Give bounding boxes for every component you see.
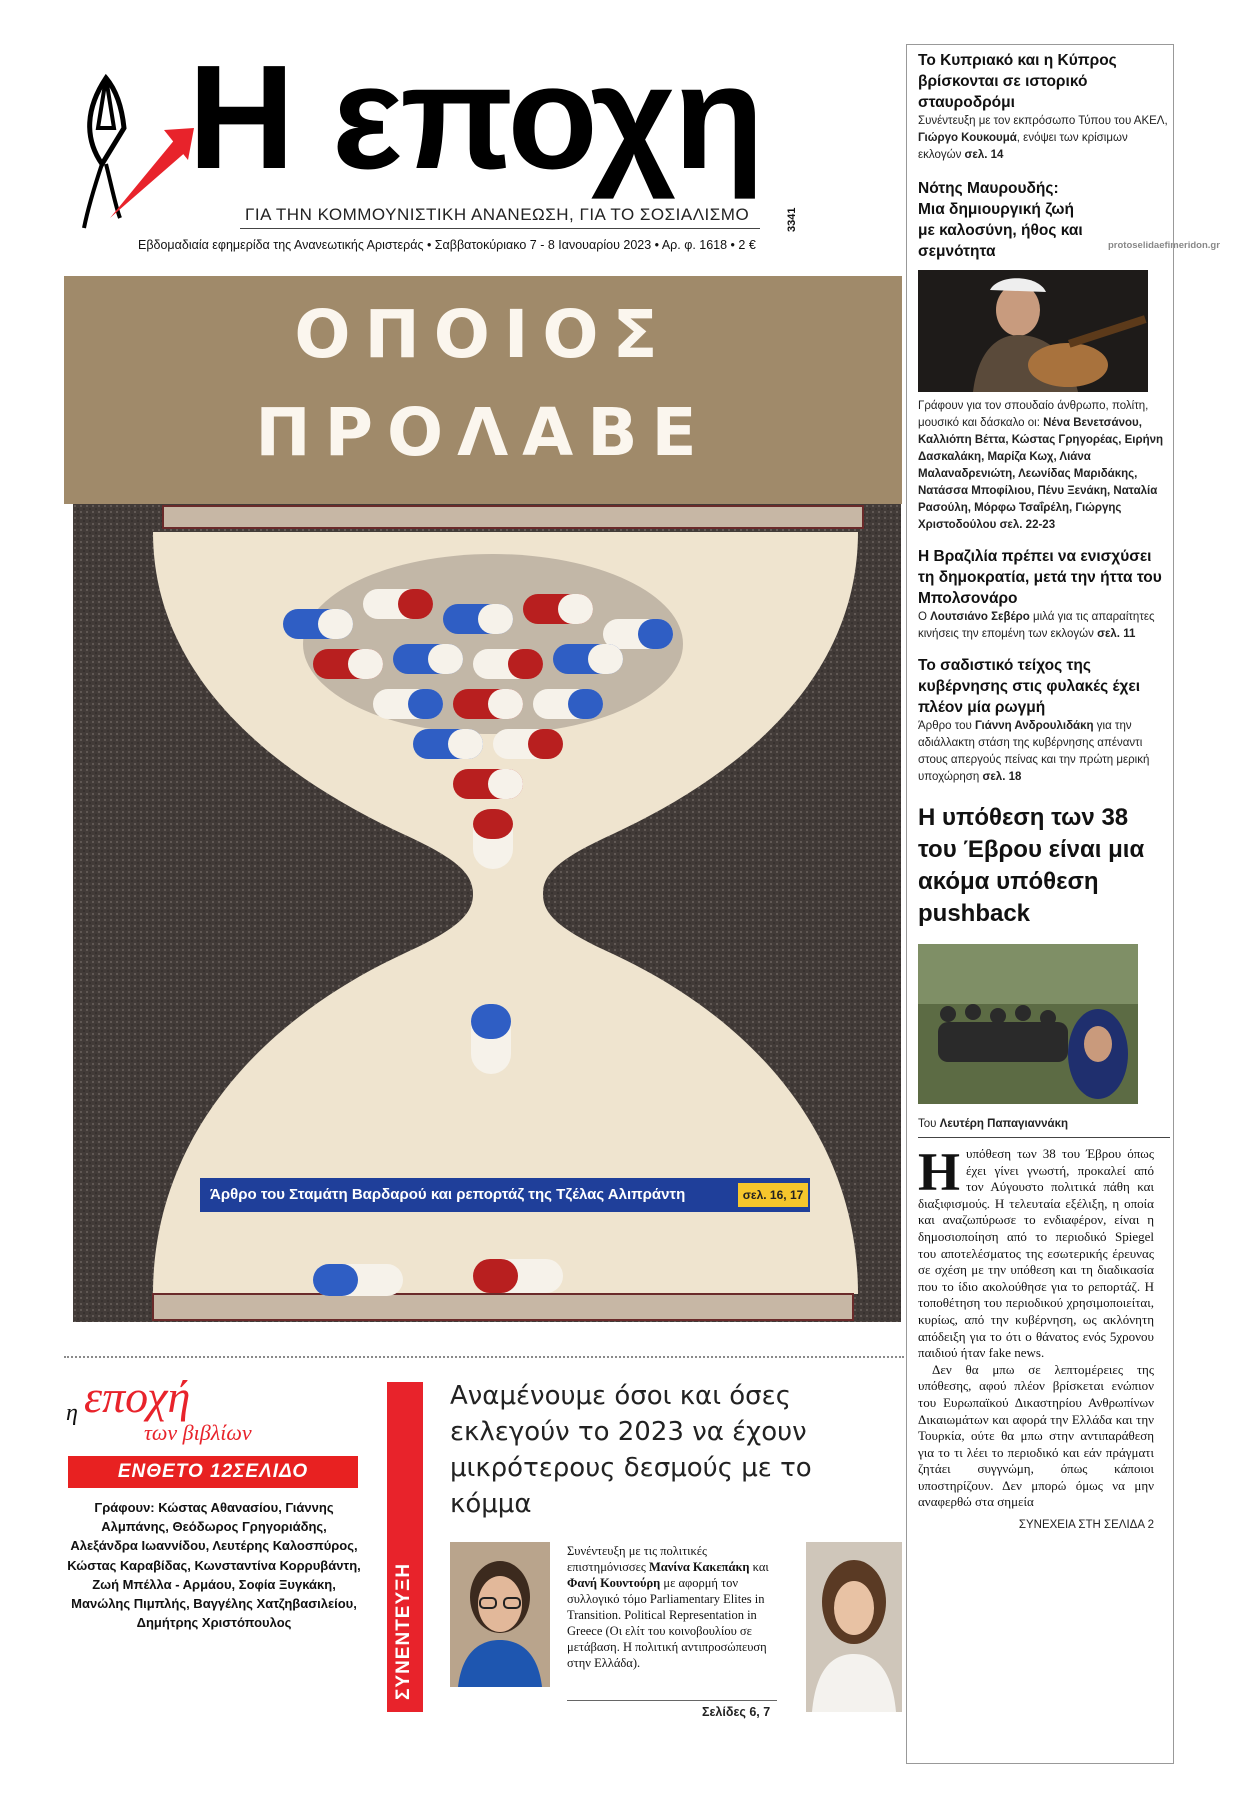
interview-divider [567,1700,777,1701]
person-name: Φανή Κουντούρη [567,1576,661,1590]
page-ref: σελ. 14 [964,149,1004,161]
body-text: Ο [918,611,931,623]
body-text: Συνέντευξη με τον εκπρόσωπο Τύπου του ΑΚΕΛ, [918,115,1168,127]
article-paragraph-2: Δεν θα μπω σε λεπτομέρειες της υπόθεσης, αφού πλέον βρίσκεται ενώπιον του Ευρωπαϊκού Δικαστηρίου Ανθρωπίνων Δικαιωμάτων και αφορά την Ελλάδα και την Τουρκία, ούτε θα μπω στην αντιπαράθεση για το τι λέει το περιοδικό και εάν πράγματι ζητάει συγγνώμη, όπως κάποιοι υποστηρίζουν. Δεν μπορώ όμως να μην αναφερθώ στα σημεία [918,1361,1154,1510]
masthead-tagline: ΓΙΑ ΤΗΝ ΚΟΜΜΟΥΝΙΣΤΙΚΗ ΑΝΑΝΕΩΣΗ, ΓΙΑ ΤΟ ΣΟΣΙΑΛΙΣΜΟ [245,205,750,224]
body-text: , ενόψει των κρίσιμων εκλογών [918,132,1128,161]
issue-code: 3341 [786,207,798,232]
books-logo-main: εποχή [84,1371,191,1422]
article-body [918,1142,1154,1511]
page-ref: σελ. 11 [1097,628,1136,640]
drop-cap: Η [918,1142,961,1202]
sidebar-item-title: Το Κυπριακό και η Κύπρος βρίσκονται σε ιστορικό σταυροδρόμι [918,52,1117,111]
authors-label: Γράφουν: [94,1500,155,1515]
story-page-ref[interactable]: σελ. 16, 17 [738,1183,808,1207]
story-caption[interactable]: Άρθρο του Σταμάτη Βαρδαρού και ρεπορτάζ της Τζέλας Αλιπράντη [210,1186,686,1203]
insert-banner[interactable]: ΕΝΘΕΤΟ 12ΣΕΛΙΔΟ [68,1456,358,1488]
sidebar-item-title: Το σαδιστικό τείχος της κυβέρνησης στις φυλακές έχει πλέον μία ρωγμή [918,657,1141,716]
person-name: Γιώργο Κουκουμά [918,132,1017,144]
page-ref: σελ. 22-23 [999,519,1056,531]
guitarist-photo [918,270,1148,392]
section-divider [64,1356,904,1358]
sidebar-item-mavroudis[interactable] [918,178,1170,534]
tagline-divider [240,228,760,229]
person-name: Γιάννη Ανδρουλιδάκη [975,720,1094,732]
person-name: Μανίνα Κακεπάκη [649,1560,750,1574]
interview-summary [567,1543,777,1671]
main-headline-line-1: ΟΠΟΙΟΣ ΠΡΟΛΑΒΕ [255,296,711,471]
sidebar-item-prisons[interactable] [918,655,1170,786]
sidebar-item-body [918,398,1170,534]
refugees-photo [918,944,1138,1104]
body-text: και [749,1560,769,1574]
interview-headline[interactable]: Αναμένουμε όσοι και όσες εκλεγούν το 2023 να έχουν μικρότερους δεσμούς με το κόμμα [450,1381,812,1519]
books-supplement-logo[interactable] [64,1370,364,1460]
continued-note[interactable]: ΣΥΝΕΧΕΙΑ ΣΤΗ ΣΕΛΙΔΑ 2 [1018,1519,1154,1532]
sidebar-item-cyprus[interactable] [918,50,1170,164]
interview-label: ΣΥΝΕΝΤΕΥΞΗ [393,1562,414,1700]
body-text: Άρθρο του [918,720,976,732]
sidebar-item-body [918,113,1170,164]
author-names: Νένα Βενετσάνου, Καλλιόπη Βέττα, Κώστας Γρηγορέας, Ειρήνη Δασκαλάκη, Μαρίζα Κωχ, Λιάνα Μαλαναδρενιώτη, Λεωνίδας Μαριδάκης, Νατάσσα Μποφίλιου, Πένυ Ξενάκη, Ναταλία Ρασούλη, Μόρφω Τσαΐρέλη, Γιώργης Χριστοδούλου [918,417,1164,531]
body-text: Γράφουν για τον σπουδαίο άνθρωπο, πολίτη, μουσικό και δάσκαλο οι: [918,400,1149,429]
sidebar-item-body [918,718,1170,786]
masthead-title[interactable]: Η εποχη [188,35,763,200]
sidebar-item-brazil[interactable] [918,546,1170,643]
body-text: μιλά για τις απαραίτητες κινήσεις την επομένη των εκλογών [918,611,1155,640]
article-paragraph-1: υπόθεση των 38 του Έβρου όπως έχει γίνει γνωστή, προκαλεί από τον Αύγουστο πολιτικά πάθη και διαξιφισμούς. Η τελευταία εξέλιξη, η οποία και αναζωπύρωσε το ενδιαφέρον, είναι η δημοσιοποίηση από το περιοδικό Spiegel του αποτελέσματος της εσωτερικής έρευνας σε σχέση με την υπόθεση και τη διαδικασία που το ίδιο ακολούθησε για το ρεπορτάζ. Η τοποθέτηση του περιοδικού χρησιμοποιείται, κυρίως, από την κυβέρνηση, ως ακλόνητη απόδειξη για το ότι ο θάνατος ενός 5χρονου παιδιού ήταν fake news. [918,1146,1154,1361]
interview-page-ref[interactable]: Σελίδες 6, 7 [702,1705,771,1719]
body-text: Συνέντευξη με τις πολιτικές επιστημόνισσες [567,1544,707,1574]
page-ref: σελ. 18 [982,771,1022,783]
source-watermark: protoselidaefimeridon.gr [1108,240,1220,251]
publication-meta: Εβδομαδιαία εφημερίδα της Ανανεωτικής Αριστεράς • Σαββατοκύριακο 7 - 8 Ιανουαρίου 2023 • Αρ. φ. 1618 • 2 € [138,238,756,252]
author-name: Λευτέρη Παπαγιαννάκη [939,1118,1069,1130]
logo-pen-icon [76,68,196,238]
sidebar-item-title: Η Βραζιλία πρέπει να ενισχύσει τη δημοκρατία, μετά την ήττα του Μπολσονάρο [918,548,1162,607]
byline-prefix: Του [918,1118,940,1130]
person-name: Λουτσιάνο Σεβέρο [930,611,1030,623]
sidebar-item-evros[interactable] [918,802,1170,1534]
article-byline [918,1116,1170,1133]
books-logo-sub: των βιβλίων [144,1420,252,1445]
sidebar-item-title: Νότης Μαυρουδής: Μια δημιουργική ζωή με καλοσύνη, ήθος και σεμνότητα [918,180,1083,260]
body-text: με αφορμή τον συλλογικό τόμο Parliamentary Elites in Transition. Political Representation in Greece (Οι ελίτ του κοινοβουλίου σε μετάβαση. Η πολιτική αντιπροσώπευση στην Ελλάδα). [567,1576,767,1670]
books-authors [66,1498,362,1632]
authors-list: Κώστας Αθανασίου, Γιάννης Αλμπάνης, Θεόδωρος Γρηγοριάδης, Αλεξάνδρα Ιωαννίδου, Λευτέρης Καλοσπύρος, Κώστας Καραβίδας, Κωνσταντίνα Κορρυβάντη, Ζωή Μπέλλα - Αρμάου, Σοφία Ξυγκάκη, Μανώλης Πιμπλής, Βαγγέλης Χατζηβασιλείου, Δημήτρης Χριστόπουλος [67,1500,361,1631]
body-text: για την αδιάλλακτη στάση της κυβέρνησης απέναντι στους απεργούς πείνας και την πρώτη μερική υποχώρηση [918,720,1150,783]
interviewee-photo-2 [806,1542,902,1712]
interviewee-photo-1 [450,1542,550,1687]
sidebar-feature-title: Η υπόθεση των 38 του Έβρου είναι μια ακόμα υπόθεση pushback [918,804,1145,927]
sidebar [918,50,1170,1534]
books-logo-small: η [66,1400,78,1426]
sidebar-item-body [918,609,1170,643]
